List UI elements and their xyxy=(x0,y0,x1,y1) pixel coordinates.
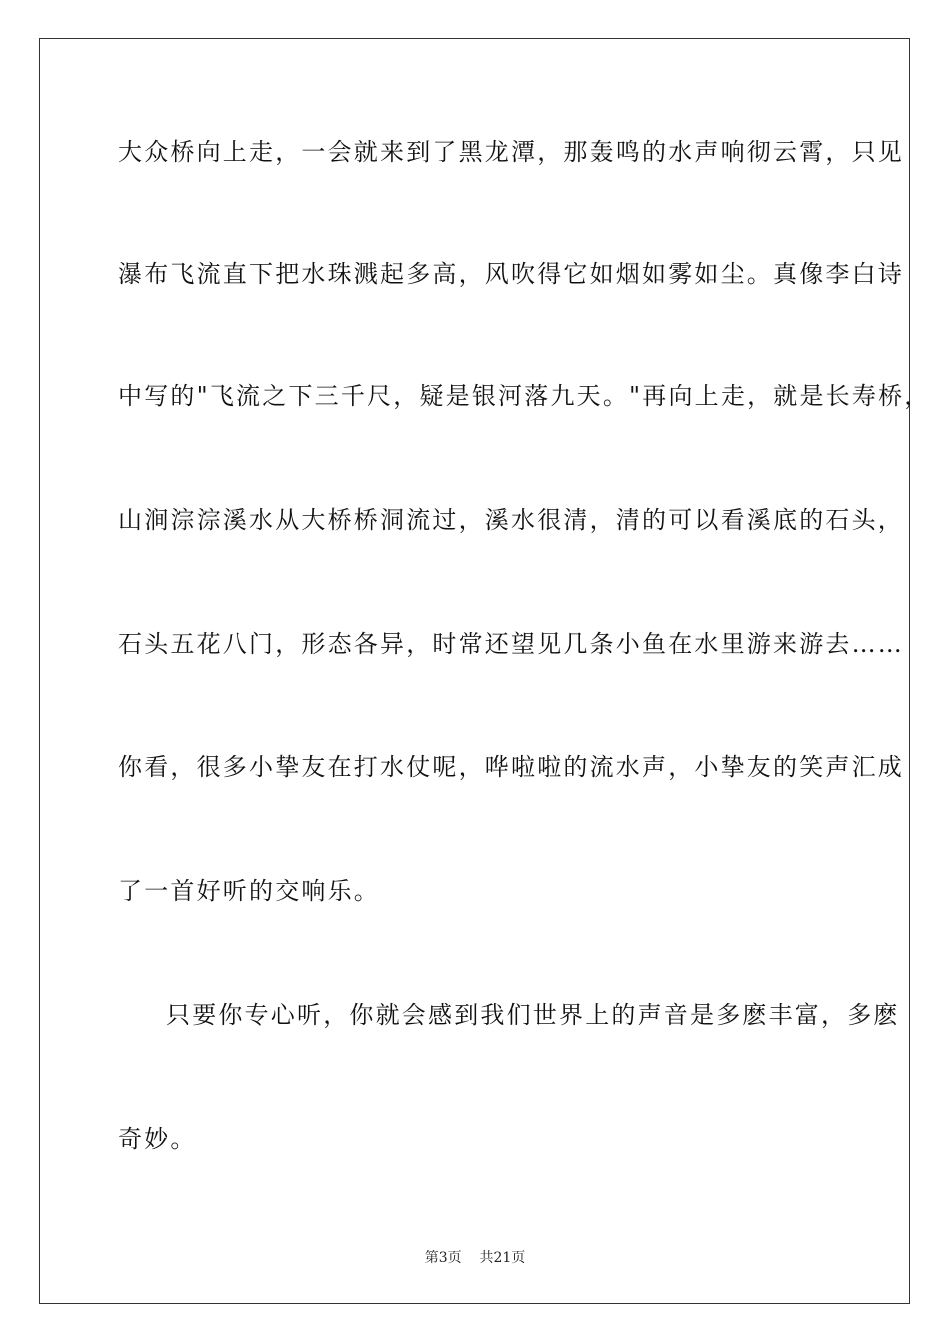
paragraph-line: 山涧淙淙溪水从大桥桥洞流过，溪水很清，清的可以看溪底的石头， xyxy=(118,506,904,534)
page-footer xyxy=(0,1249,950,1267)
paragraph-line: 瀑布飞流直下把水珠溅起多高，风吹得它如烟如雾如尘。真像李白诗 xyxy=(118,260,904,288)
paragraph-line: 大众桥向上走，一会就来到了黑龙潭，那轰鸣的水声响彻云霄，只见 xyxy=(118,138,904,166)
paragraph-line: 石头五花八门，形态各异，时常还望见几条小鱼在水里游来游去…… xyxy=(118,630,904,658)
paragraph-line: 了一首好听的交响乐。 xyxy=(118,877,380,905)
page-border xyxy=(39,38,931,1304)
page-total: 共21页 xyxy=(479,1250,526,1266)
paragraph-line: 只要你专心听，你就会感到我们世界上的声音是多麽丰富，多麽 xyxy=(166,1001,900,1029)
paragraph-line: 中写的"飞流之下三千尺，疑是银河落九天。"再向上走，就是长寿桥， xyxy=(118,382,931,410)
paragraph-line: 奇妙。 xyxy=(118,1125,197,1153)
paragraph-line: 你看，很多小挚友在打水仗呢，哗啦啦的流水声，小挚友的笑声汇成 xyxy=(118,753,904,781)
page-number: 第3页 xyxy=(424,1250,462,1266)
